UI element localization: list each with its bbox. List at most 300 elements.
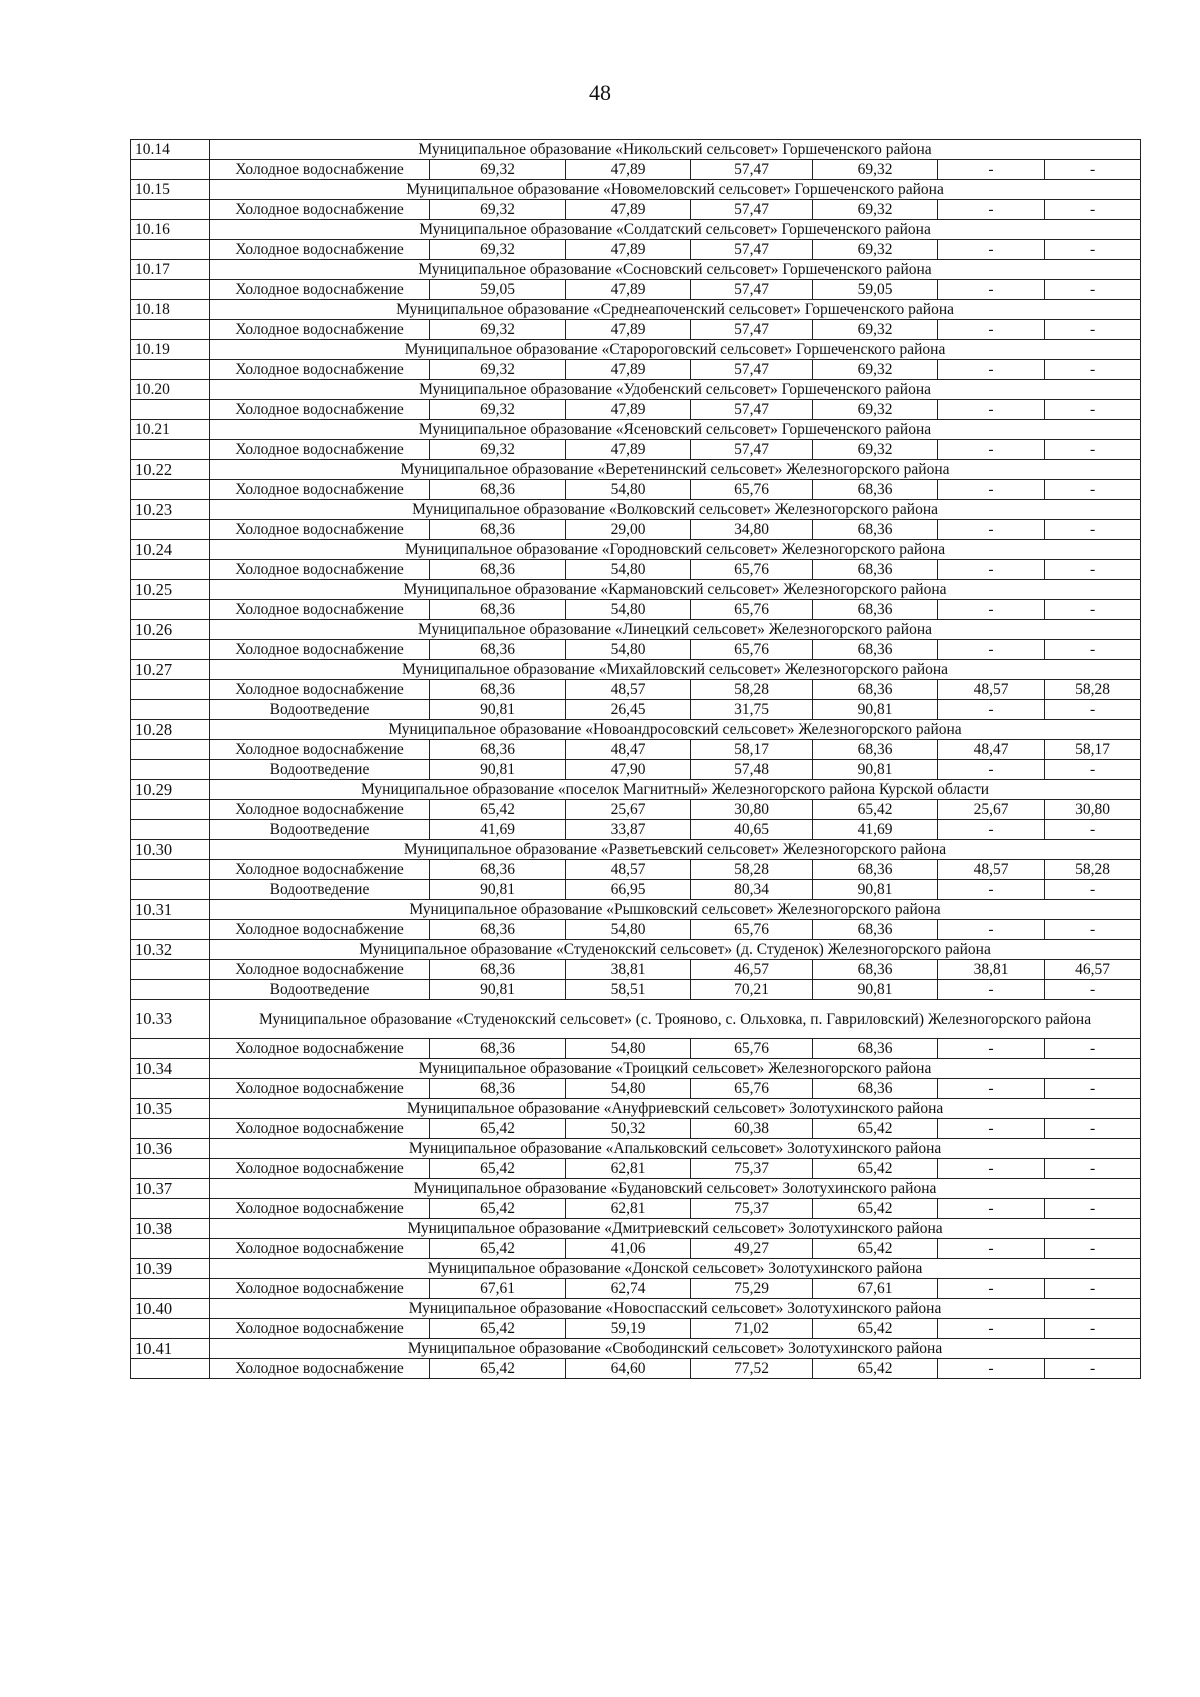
tariff-value-3: 65,76 bbox=[691, 480, 813, 500]
tariff-table bbox=[130, 139, 1141, 1379]
section-number: 10.17 bbox=[131, 260, 210, 280]
tariff-value-4: 69,32 bbox=[813, 320, 938, 340]
section-header-row bbox=[131, 940, 1141, 960]
section-number: 10.26 bbox=[131, 620, 210, 640]
tariff-value-5: - bbox=[938, 200, 1045, 220]
section-number: 10.39 bbox=[131, 1259, 210, 1279]
tariff-value-1: 59,05 bbox=[430, 280, 566, 300]
row-index-cell bbox=[131, 700, 210, 720]
tariff-value-1: 68,36 bbox=[430, 680, 566, 700]
service-name: Холодное водоснабжение bbox=[210, 1319, 430, 1339]
tariff-value-5: - bbox=[938, 1039, 1045, 1059]
tariff-value-1: 69,32 bbox=[430, 320, 566, 340]
section-title: Муниципальное образование «Донской сельсовет» Золотухинского района bbox=[210, 1259, 1141, 1279]
tariff-value-4: 67,61 bbox=[813, 1279, 938, 1299]
tariff-value-5: - bbox=[938, 980, 1045, 1000]
page-number: 48 bbox=[589, 80, 611, 105]
tariff-value-1: 69,32 bbox=[430, 440, 566, 460]
tariff-value-5: 38,81 bbox=[938, 960, 1045, 980]
tariff-row bbox=[131, 1159, 1141, 1179]
tariff-value-1: 69,32 bbox=[430, 240, 566, 260]
tariff-value-5: - bbox=[938, 160, 1045, 180]
tariff-value-2: 54,80 bbox=[566, 480, 691, 500]
tariff-row bbox=[131, 240, 1141, 260]
service-name: Холодное водоснабжение bbox=[210, 240, 430, 260]
tariff-value-5: - bbox=[938, 760, 1045, 780]
tariff-value-4: 41,69 bbox=[813, 820, 938, 840]
tariff-value-3: 57,47 bbox=[691, 440, 813, 460]
tariff-value-3: 57,48 bbox=[691, 760, 813, 780]
tariff-value-6: - bbox=[1045, 1159, 1141, 1179]
tariff-value-6: - bbox=[1045, 200, 1141, 220]
tariff-row bbox=[131, 480, 1141, 500]
row-index-cell bbox=[131, 1199, 210, 1219]
section-title: Муниципальное образование «Линецкий сельсовет» Железногорского района bbox=[210, 620, 1141, 640]
section-title: Муниципальное образование «Апальковский сельсовет» Золотухинского района bbox=[210, 1139, 1141, 1159]
tariff-value-3: 46,57 bbox=[691, 960, 813, 980]
row-index-cell bbox=[131, 920, 210, 940]
section-number: 10.27 bbox=[131, 660, 210, 680]
section-title: Муниципальное образование «Рышковский сельсовет» Железногорского района bbox=[210, 900, 1141, 920]
section-title: Муниципальное образование «Волковский сельсовет» Железногорского района bbox=[210, 500, 1141, 520]
tariff-value-3: 40,65 bbox=[691, 820, 813, 840]
section-number: 10.32 bbox=[131, 940, 210, 960]
section-number: 10.37 bbox=[131, 1179, 210, 1199]
tariff-row bbox=[131, 680, 1141, 700]
row-index-cell bbox=[131, 880, 210, 900]
tariff-value-3: 57,47 bbox=[691, 400, 813, 420]
tariff-value-1: 68,36 bbox=[430, 600, 566, 620]
service-name: Холодное водоснабжение bbox=[210, 1079, 430, 1099]
tariff-value-3: 65,76 bbox=[691, 1079, 813, 1099]
tariff-value-4: 65,42 bbox=[813, 1199, 938, 1219]
section-title: Муниципальное образование «Сосновский сельсовет» Горшеченского района bbox=[210, 260, 1141, 280]
row-index-cell bbox=[131, 1039, 210, 1059]
service-name: Холодное водоснабжение bbox=[210, 160, 430, 180]
tariff-value-5: - bbox=[938, 820, 1045, 840]
tariff-value-3: 65,76 bbox=[691, 640, 813, 660]
tariff-row bbox=[131, 920, 1141, 940]
service-name: Холодное водоснабжение bbox=[210, 920, 430, 940]
tariff-value-4: 68,36 bbox=[813, 920, 938, 940]
tariff-value-4: 69,32 bbox=[813, 440, 938, 460]
tariff-value-5: - bbox=[938, 440, 1045, 460]
section-number: 10.20 bbox=[131, 380, 210, 400]
section-title: Муниципальное образование «Новомеловский сельсовет» Горшеченского района bbox=[210, 180, 1141, 200]
tariff-value-2: 47,89 bbox=[566, 440, 691, 460]
tariff-row bbox=[131, 520, 1141, 540]
tariff-value-1: 90,81 bbox=[430, 980, 566, 1000]
service-name: Водоотведение bbox=[210, 820, 430, 840]
service-name: Холодное водоснабжение bbox=[210, 1159, 430, 1179]
tariff-value-4: 68,36 bbox=[813, 640, 938, 660]
section-title: Муниципальное образование «Веретенинский сельсовет» Железногорского района bbox=[210, 460, 1141, 480]
tariff-value-2: 62,81 bbox=[566, 1159, 691, 1179]
tariff-value-4: 69,32 bbox=[813, 240, 938, 260]
tariff-value-3: 58,17 bbox=[691, 740, 813, 760]
tariff-value-1: 68,36 bbox=[430, 1079, 566, 1099]
section-title: Муниципальное образование «Среднеапоченский сельсовет» Горшеченского района bbox=[210, 300, 1141, 320]
tariff-value-5: - bbox=[938, 280, 1045, 300]
tariff-value-3: 49,27 bbox=[691, 1239, 813, 1259]
tariff-value-5: - bbox=[938, 700, 1045, 720]
section-number: 10.16 bbox=[131, 220, 210, 240]
tariff-value-3: 77,52 bbox=[691, 1359, 813, 1379]
section-header-row bbox=[131, 900, 1141, 920]
tariff-value-6: - bbox=[1045, 640, 1141, 660]
section-title: Муниципальное образование «Новоандросовский сельсовет» Железногорского района bbox=[210, 720, 1141, 740]
tariff-row bbox=[131, 1039, 1141, 1059]
row-index-cell bbox=[131, 600, 210, 620]
tariff-value-6: - bbox=[1045, 480, 1141, 500]
tariff-row bbox=[131, 1359, 1141, 1379]
tariff-value-1: 65,42 bbox=[430, 1239, 566, 1259]
service-name: Холодное водоснабжение bbox=[210, 680, 430, 700]
tariff-value-4: 68,36 bbox=[813, 560, 938, 580]
section-header-row bbox=[131, 1299, 1141, 1319]
section-header-row bbox=[131, 1059, 1141, 1079]
tariff-value-2: 38,81 bbox=[566, 960, 691, 980]
tariff-value-6: - bbox=[1045, 1119, 1141, 1139]
tariff-value-4: 68,36 bbox=[813, 680, 938, 700]
service-name: Холодное водоснабжение bbox=[210, 520, 430, 540]
service-name: Холодное водоснабжение bbox=[210, 560, 430, 580]
tariff-value-2: 50,32 bbox=[566, 1119, 691, 1139]
service-name: Водоотведение bbox=[210, 880, 430, 900]
row-index-cell bbox=[131, 760, 210, 780]
tariff-row bbox=[131, 560, 1141, 580]
section-number: 10.25 bbox=[131, 580, 210, 600]
section-number: 10.15 bbox=[131, 180, 210, 200]
tariff-value-1: 67,61 bbox=[430, 1279, 566, 1299]
tariff-value-2: 58,51 bbox=[566, 980, 691, 1000]
tariff-value-6: - bbox=[1045, 320, 1141, 340]
tariff-value-6: - bbox=[1045, 160, 1141, 180]
row-index-cell bbox=[131, 360, 210, 380]
tariff-value-2: 48,57 bbox=[566, 680, 691, 700]
tariff-value-5: - bbox=[938, 1199, 1045, 1219]
tariff-value-3: 57,47 bbox=[691, 360, 813, 380]
tariff-value-2: 47,89 bbox=[566, 280, 691, 300]
service-name: Холодное водоснабжение bbox=[210, 320, 430, 340]
section-number: 10.18 bbox=[131, 300, 210, 320]
tariff-value-4: 69,32 bbox=[813, 360, 938, 380]
tariff-value-3: 58,28 bbox=[691, 680, 813, 700]
tariff-row bbox=[131, 360, 1141, 380]
section-number: 10.28 bbox=[131, 720, 210, 740]
row-index-cell bbox=[131, 320, 210, 340]
tariff-value-2: 54,80 bbox=[566, 920, 691, 940]
service-name: Холодное водоснабжение bbox=[210, 1279, 430, 1299]
tariff-value-6: - bbox=[1045, 880, 1141, 900]
tariff-value-4: 65,42 bbox=[813, 1319, 938, 1339]
tariff-value-4: 90,81 bbox=[813, 760, 938, 780]
service-name: Холодное водоснабжение bbox=[210, 1199, 430, 1219]
section-title: Муниципальное образование «Студенокский сельсовет» (д. Студенок) Железногорского района bbox=[210, 940, 1141, 960]
tariff-value-6: 46,57 bbox=[1045, 960, 1141, 980]
row-index-cell bbox=[131, 160, 210, 180]
section-number: 10.33 bbox=[131, 1000, 210, 1039]
tariff-value-2: 25,67 bbox=[566, 800, 691, 820]
tariff-value-6: 58,28 bbox=[1045, 680, 1141, 700]
tariff-value-4: 69,32 bbox=[813, 160, 938, 180]
tariff-row bbox=[131, 640, 1141, 660]
tariff-value-6: 58,28 bbox=[1045, 860, 1141, 880]
tariff-row bbox=[131, 760, 1141, 780]
section-title: Муниципальное образование «Ануфриевский сельсовет» Золотухинского района bbox=[210, 1099, 1141, 1119]
tariff-value-1: 65,42 bbox=[430, 1119, 566, 1139]
tariff-value-3: 57,47 bbox=[691, 320, 813, 340]
service-name: Холодное водоснабжение bbox=[210, 1039, 430, 1059]
tariff-value-2: 47,89 bbox=[566, 360, 691, 380]
tariff-value-4: 65,42 bbox=[813, 800, 938, 820]
tariff-value-6: - bbox=[1045, 400, 1141, 420]
tariff-value-5: - bbox=[938, 640, 1045, 660]
tariff-value-5: - bbox=[938, 520, 1045, 540]
tariff-value-2: 62,74 bbox=[566, 1279, 691, 1299]
section-header-row bbox=[131, 1139, 1141, 1159]
tariff-value-5: - bbox=[938, 240, 1045, 260]
section-header-row bbox=[131, 260, 1141, 280]
section-header-row bbox=[131, 140, 1141, 160]
section-title: Муниципальное образование «Разветьевский сельсовет» Железногорского района bbox=[210, 840, 1141, 860]
section-header-row bbox=[131, 220, 1141, 240]
section-title: Муниципальное образование «Старороговский сельсовет» Горшеченского района bbox=[210, 340, 1141, 360]
section-title: Муниципальное образование «Никольский сельсовет» Горшеченского района bbox=[210, 140, 1141, 160]
tariff-value-1: 41,69 bbox=[430, 820, 566, 840]
section-header-row bbox=[131, 840, 1141, 860]
tariff-row bbox=[131, 800, 1141, 820]
row-index-cell bbox=[131, 1359, 210, 1379]
tariff-value-2: 54,80 bbox=[566, 640, 691, 660]
tariff-value-1: 68,36 bbox=[430, 740, 566, 760]
row-index-cell bbox=[131, 240, 210, 260]
tariff-value-1: 68,36 bbox=[430, 860, 566, 880]
tariff-value-1: 68,36 bbox=[430, 960, 566, 980]
section-header-row bbox=[131, 660, 1141, 680]
tariff-value-4: 69,32 bbox=[813, 400, 938, 420]
tariff-value-5: 48,57 bbox=[938, 860, 1045, 880]
tariff-row bbox=[131, 160, 1141, 180]
section-header-row bbox=[131, 1099, 1141, 1119]
tariff-value-2: 47,90 bbox=[566, 760, 691, 780]
row-index-cell bbox=[131, 1159, 210, 1179]
tariff-value-1: 65,42 bbox=[430, 800, 566, 820]
section-number: 10.31 bbox=[131, 900, 210, 920]
tariff-value-5: 48,57 bbox=[938, 680, 1045, 700]
tariff-value-3: 34,80 bbox=[691, 520, 813, 540]
tariff-value-2: 54,80 bbox=[566, 600, 691, 620]
tariff-value-5: - bbox=[938, 1119, 1045, 1139]
row-index-cell bbox=[131, 1079, 210, 1099]
section-header-row bbox=[131, 580, 1141, 600]
row-index-cell bbox=[131, 980, 210, 1000]
section-number: 10.41 bbox=[131, 1339, 210, 1359]
tariff-value-2: 54,80 bbox=[566, 560, 691, 580]
tariff-row bbox=[131, 400, 1141, 420]
section-header-row bbox=[131, 780, 1141, 800]
tariff-value-4: 90,81 bbox=[813, 700, 938, 720]
row-index-cell bbox=[131, 960, 210, 980]
tariff-value-6: - bbox=[1045, 440, 1141, 460]
tariff-value-1: 90,81 bbox=[430, 760, 566, 780]
tariff-value-5: - bbox=[938, 1079, 1045, 1099]
tariff-value-2: 48,57 bbox=[566, 860, 691, 880]
tariff-row bbox=[131, 1199, 1141, 1219]
tariff-value-4: 68,36 bbox=[813, 520, 938, 540]
service-name: Водоотведение bbox=[210, 700, 430, 720]
service-name: Холодное водоснабжение bbox=[210, 480, 430, 500]
tariff-value-5: - bbox=[938, 880, 1045, 900]
service-name: Холодное водоснабжение bbox=[210, 1119, 430, 1139]
row-index-cell bbox=[131, 1279, 210, 1299]
section-title: Муниципальное образование «Дмитриевский сельсовет» Золотухинского района bbox=[210, 1219, 1141, 1239]
section-title: Муниципальное образование «Студенокский сельсовет» (с. Трояново, с. Ольховка, п. Гавриловский) Железногорского района bbox=[210, 1000, 1141, 1039]
row-index-cell bbox=[131, 740, 210, 760]
section-title: Муниципальное образование «Свободинский сельсовет» Золотухинского района bbox=[210, 1339, 1141, 1359]
tariff-value-6: - bbox=[1045, 1359, 1141, 1379]
section-number: 10.35 bbox=[131, 1099, 210, 1119]
tariff-value-1: 68,36 bbox=[430, 520, 566, 540]
tariff-value-1: 68,36 bbox=[430, 480, 566, 500]
tariff-value-6: - bbox=[1045, 520, 1141, 540]
tariff-value-1: 65,42 bbox=[430, 1319, 566, 1339]
tariff-value-2: 66,95 bbox=[566, 880, 691, 900]
tariff-value-4: 65,42 bbox=[813, 1119, 938, 1139]
section-header-row bbox=[131, 620, 1141, 640]
tariff-value-5: - bbox=[938, 320, 1045, 340]
tariff-row bbox=[131, 1319, 1141, 1339]
service-name: Холодное водоснабжение bbox=[210, 440, 430, 460]
tariff-value-3: 65,76 bbox=[691, 600, 813, 620]
tariff-value-3: 60,38 bbox=[691, 1119, 813, 1139]
section-header-row bbox=[131, 420, 1141, 440]
tariff-value-6: - bbox=[1045, 360, 1141, 380]
tariff-value-3: 57,47 bbox=[691, 280, 813, 300]
section-header-row bbox=[131, 1259, 1141, 1279]
tariff-value-1: 90,81 bbox=[430, 700, 566, 720]
section-header-row bbox=[131, 720, 1141, 740]
tariff-row bbox=[131, 880, 1141, 900]
section-number: 10.23 bbox=[131, 500, 210, 520]
tariff-row bbox=[131, 860, 1141, 880]
section-title: Муниципальное образование «Ясеновский сельсовет» Горшеченского района bbox=[210, 420, 1141, 440]
tariff-value-2: 29,00 bbox=[566, 520, 691, 540]
section-title: Муниципальное образование «Будановский сельсовет» Золотухинского района bbox=[210, 1179, 1141, 1199]
tariff-value-5: - bbox=[938, 1359, 1045, 1379]
tariff-value-2: 54,80 bbox=[566, 1079, 691, 1099]
tariff-row bbox=[131, 1279, 1141, 1299]
tariff-value-6: - bbox=[1045, 700, 1141, 720]
service-name: Холодное водоснабжение bbox=[210, 360, 430, 380]
tariff-value-2: 47,89 bbox=[566, 160, 691, 180]
tariff-value-5: - bbox=[938, 1279, 1045, 1299]
tariff-value-5: - bbox=[938, 1239, 1045, 1259]
tariff-value-2: 33,87 bbox=[566, 820, 691, 840]
tariff-value-6: - bbox=[1045, 240, 1141, 260]
row-index-cell bbox=[131, 1119, 210, 1139]
section-number: 10.34 bbox=[131, 1059, 210, 1079]
tariff-value-4: 68,36 bbox=[813, 480, 938, 500]
tariff-value-6: - bbox=[1045, 820, 1141, 840]
tariff-value-6: - bbox=[1045, 600, 1141, 620]
tariff-value-6: - bbox=[1045, 980, 1141, 1000]
tariff-value-4: 65,42 bbox=[813, 1359, 938, 1379]
tariff-value-4: 65,42 bbox=[813, 1159, 938, 1179]
section-number: 10.36 bbox=[131, 1139, 210, 1159]
section-number: 10.24 bbox=[131, 540, 210, 560]
row-index-cell bbox=[131, 520, 210, 540]
tariff-value-6: - bbox=[1045, 1039, 1141, 1059]
tariff-value-5: - bbox=[938, 360, 1045, 380]
tariff-value-6: - bbox=[1045, 1279, 1141, 1299]
tariff-value-3: 57,47 bbox=[691, 160, 813, 180]
tariff-value-2: 64,60 bbox=[566, 1359, 691, 1379]
service-name: Холодное водоснабжение bbox=[210, 800, 430, 820]
tariff-value-3: 65,76 bbox=[691, 1039, 813, 1059]
tariff-value-1: 68,36 bbox=[430, 1039, 566, 1059]
section-title: Муниципальное образование «Удобенский сельсовет» Горшеченского района bbox=[210, 380, 1141, 400]
row-index-cell bbox=[131, 200, 210, 220]
tariff-value-3: 30,80 bbox=[691, 800, 813, 820]
tariff-value-3: 75,37 bbox=[691, 1159, 813, 1179]
service-name: Холодное водоснабжение bbox=[210, 280, 430, 300]
tariff-value-4: 68,36 bbox=[813, 860, 938, 880]
section-header-row bbox=[131, 1339, 1141, 1359]
service-name: Водоотведение bbox=[210, 980, 430, 1000]
section-number: 10.38 bbox=[131, 1219, 210, 1239]
tariff-value-6: - bbox=[1045, 280, 1141, 300]
section-number: 10.40 bbox=[131, 1299, 210, 1319]
tariff-row bbox=[131, 1079, 1141, 1099]
tariff-row bbox=[131, 1239, 1141, 1259]
tariff-value-2: 47,89 bbox=[566, 240, 691, 260]
tariff-value-3: 75,29 bbox=[691, 1279, 813, 1299]
tariff-value-5: - bbox=[938, 400, 1045, 420]
tariff-value-3: 75,37 bbox=[691, 1199, 813, 1219]
section-title: Муниципальное образование «Михайловский сельсовет» Железногорского района bbox=[210, 660, 1141, 680]
section-number: 10.30 bbox=[131, 840, 210, 860]
tariff-value-5: 25,67 bbox=[938, 800, 1045, 820]
service-name: Водоотведение bbox=[210, 760, 430, 780]
section-number: 10.14 bbox=[131, 140, 210, 160]
tariff-value-2: 54,80 bbox=[566, 1039, 691, 1059]
tariff-value-2: 47,89 bbox=[566, 200, 691, 220]
row-index-cell bbox=[131, 480, 210, 500]
section-number: 10.22 bbox=[131, 460, 210, 480]
tariff-value-3: 31,75 bbox=[691, 700, 813, 720]
section-header-row bbox=[131, 300, 1141, 320]
tariff-value-6: - bbox=[1045, 1199, 1141, 1219]
section-header-row bbox=[131, 500, 1141, 520]
section-title: Муниципальное образование «Солдатский сельсовет» Горшеченского района bbox=[210, 220, 1141, 240]
tariff-value-1: 65,42 bbox=[430, 1159, 566, 1179]
section-number: 10.29 bbox=[131, 780, 210, 800]
tariff-value-6: - bbox=[1045, 1079, 1141, 1099]
tariff-row bbox=[131, 200, 1141, 220]
tariff-value-1: 65,42 bbox=[430, 1199, 566, 1219]
service-name: Холодное водоснабжение bbox=[210, 1359, 430, 1379]
tariff-row bbox=[131, 1119, 1141, 1139]
row-index-cell bbox=[131, 800, 210, 820]
tariff-value-2: 26,45 bbox=[566, 700, 691, 720]
service-name: Холодное водоснабжение bbox=[210, 400, 430, 420]
tariff-value-4: 68,36 bbox=[813, 1079, 938, 1099]
tariff-value-5: - bbox=[938, 480, 1045, 500]
tariff-value-2: 47,89 bbox=[566, 400, 691, 420]
service-name: Холодное водоснабжение bbox=[210, 860, 430, 880]
row-index-cell bbox=[131, 560, 210, 580]
